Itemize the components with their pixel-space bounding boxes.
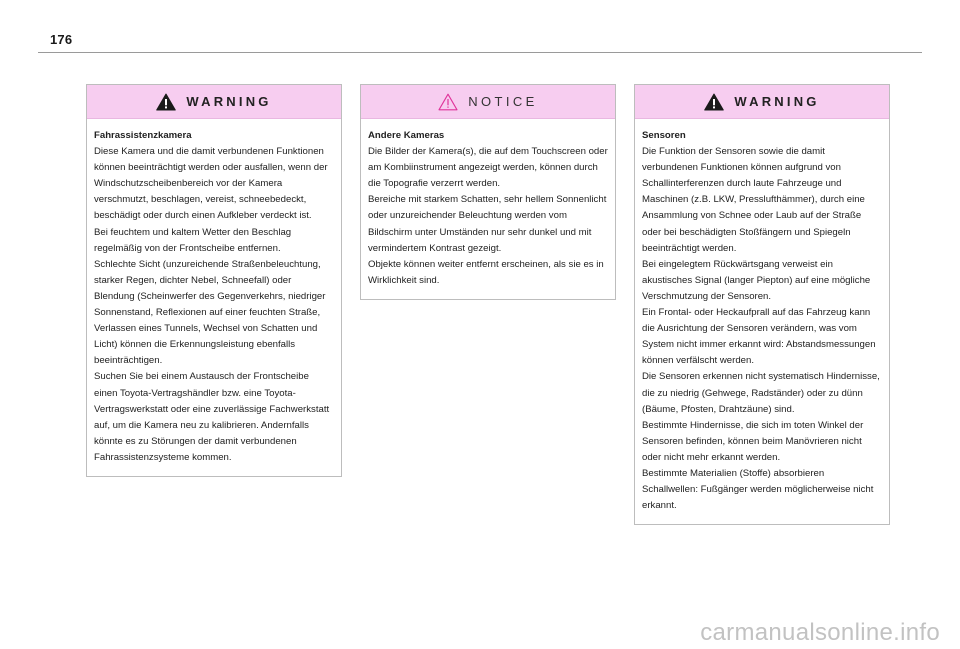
box-subtitle: Andere Kameras: [368, 130, 445, 141]
box-paragraph: Ein Frontal- oder Heckaufprall auf das Fahrzeug kann die Ausrichtung der Sensoren verändern, was vom System nicht immer erkannt wird: Abstandsmessungen können verfälscht werden.: [642, 307, 876, 367]
box-subtitle: Sensoren: [642, 130, 686, 141]
warning-triangle-icon: [704, 93, 724, 111]
box-paragraph: Suchen Sie bei einem Austausch der Frontscheibe einen Toyota-Vertragshändler bzw. eine Toyota-Vertragswerkstatt oder eine zuverlässige Fachwerkstatt auf, um die Kamera neu zu kalibrieren. Andernfalls könnte es zu Störungen der damit verbundenen Fahrassistenzsysteme kommen.: [94, 371, 330, 463]
page-number: 176: [50, 32, 73, 47]
box-title: WARNING: [734, 94, 820, 109]
box-header: [635, 85, 889, 119]
box-paragraph: Bereiche mit starkem Schatten, sehr hellem Sonnenlicht oder unzureichender Beleuchtung werden vom Bildschirm unter Umständen nur sehr dunkel und mit vermindertem Kontrast gezeigt.: [368, 194, 607, 254]
box-title: WARNING: [186, 94, 272, 109]
notice-box-cameras: [360, 84, 616, 300]
box-paragraph: Die Sensoren erkennen nicht systematisch Hindernisse, die zu niedrig (Gehwege, Radständer) oder zu dünn (Bäume, Pfosten, Drahtzäune) sind.: [642, 371, 880, 415]
box-paragraph: Die Funktion der Sensoren sowie die damit verbundenen Funktionen können aufgrund von Schallinterferenzen durch laute Fahrzeuge und Maschinen (z.B. LKW, Presslufthämmer), durch eine Ansammlung von Schnee oder Laub auf der Straße oder bei beschädigten Stoßfängern und Spiegeln beeinträchtigt werden.: [642, 146, 865, 254]
box-paragraph: Diese Kamera und die damit verbundenen Funktionen können beeinträchtigt werden oder ausfallen, wenn der Windschutzscheibenbereich vor der Kamera verschmutzt, beschlagen, vereist, schneebedeckt, beschädigt oder durch einen Aufkleber verdeckt ist.: [94, 146, 328, 222]
box-body: [361, 119, 615, 299]
box-body: [87, 119, 341, 476]
box-header: [87, 85, 341, 119]
notice-triangle-icon: [438, 93, 458, 111]
box-paragraph: Die Bilder der Kamera(s), die auf dem Touchscreen oder am Kombiinstrument angezeigt werden, können durch die Topografie verzerrt werden.: [368, 146, 608, 190]
box-paragraph: Bei feuchtem und kaltem Wetter den Beschlag regelmäßig von der Frontscheibe entfernen.: [94, 226, 292, 254]
box-paragraph: Bei eingelegtem Rückwärtsgang verweist ein akustisches Signal (langer Piepton) auf eine mögliche Verschmutzung der Sensoren.: [642, 258, 871, 302]
box-paragraph: Bestimmte Hindernisse, die sich im toten Winkel der Sensoren befinden, können beim Manövrieren nicht oder nicht mehr erkannt werden.: [642, 419, 864, 463]
box-title: NOTICE: [468, 94, 538, 109]
box-body: [635, 119, 889, 524]
box-paragraph: Bestimmte Materialien (Stoffe) absorbieren Schallwellen: Fußgänger werden möglicherweise nicht erkannt.: [642, 467, 874, 512]
warning-box-camera: [86, 84, 342, 477]
box-paragraph: Objekte können weiter entfernt erscheinen, als sie es in Wirklichkeit sind.: [368, 258, 604, 286]
box-paragraph: Schlechte Sicht (unzureichende Straßenbeleuchtung, starker Regen, dichter Nebel, Schneefall) oder Blendung (Scheinwerfer des Gegenverkehrs, niedriger Sonnenstand, Reflexionen auf einer feuchten Straße, Verlassen eines Tunnels, Wechsel von Schatten und Licht) können die Erkennungsleistung ebenfalls beeinträchtigen.: [94, 258, 326, 367]
watermark: carmanualsonline.info: [700, 619, 940, 646]
header-divider: [38, 52, 922, 53]
box-header: [361, 85, 615, 119]
box-subtitle: Fahrassistenzkamera: [94, 130, 192, 141]
warning-triangle-icon: [156, 93, 176, 111]
warning-box-sensors: [634, 84, 890, 525]
